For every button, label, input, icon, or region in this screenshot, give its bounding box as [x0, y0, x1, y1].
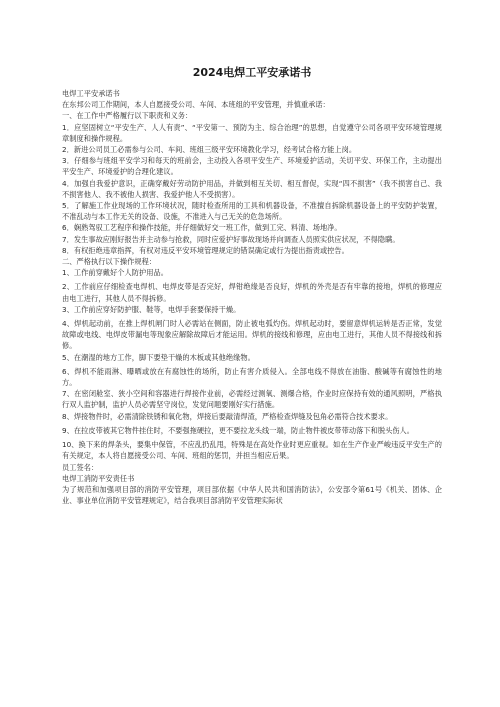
duty-item-6: 6．娴熟驾驭工艺程序和操作技能，并仔细做好交一班工作，做到工完、料清、场地净。: [62, 223, 342, 233]
procedure-item-3: 3、工作前应穿好防护服、鞋等，电焊手套要保持干燥。: [62, 304, 241, 314]
procedure-item-8: 8、焊接物件时，必需清除铁锈和氧化物，焊接后要敲清焊渣，严格检查焊缝及包角必需符合技术要求。: [62, 411, 393, 421]
section-heading-procedures: 二、严格执行以下操作规程：: [62, 257, 157, 267]
next-document-intro: 为了规范和加强项目部的消防平安管理，项目部依据《中华人民共和国消防法》，公安部令第61号《机关、团体、企业、事业单位消防平安管理规定》，结合我项目部消防平安管理实际状: [62, 484, 442, 506]
procedure-item-9: 9、在拉皮带被其它物件挂住时，不要强拖硬拉，更不要拉龙头线一端，防止物件被皮带带动落下和脱头伤人。: [62, 425, 415, 435]
duty-item-5: 5．了解施工作业现场的工作环境状况，随时检查所用的工具和机器设备，不准擅自拆除机器设备上的平安防护装置，不准乱动与本工作无关的设备、设施，不准进入与己无关的危急场所。: [62, 201, 442, 222]
procedure-item-7: 7、在密闭舱室、狭小空间和容器进行焊接作业前，必需经过测氧、测爆合格，作业时应保持有效的通风照明，严格执行双人监护制，监护人员必需坚守岗位，发觉问题要刚好实行措施。: [62, 389, 442, 410]
duty-item-3: 3．仔细参与班组平安学习和每天的班前会，主动投入各项平安生产、环境爱护活动，关切平安、环保工作，主动提出平安生产、环境爱护的合理化建议。: [62, 156, 442, 177]
paragraph-intro: 在东邦公司工作期间，本人自愿接受公司、车间、本班组的平安管理，并慎重承诺：: [62, 100, 330, 110]
duty-item-4: 4．加强自我爱护意识，正确穿戴好劳动防护用品，并做到相互关切、相互督促，实现“四不损害”（我不损害自己、我不损害他人、我不被他人损害、我爱护他人不受损害）。: [62, 178, 442, 199]
procedure-item-1: 1、工作前穿戴好个人防护用品。: [62, 268, 168, 278]
document-title: 2024电焊工平安承诺书: [192, 66, 312, 79]
duty-item-2: 2．新进公司员工必需参与公司、车间、班组三级平安环境教化学习，经考试合格方能上岗。: [62, 145, 357, 155]
procedure-item-10: 10、换下来的焊条头，要集中保管，不应乱扔乱甩，特殊是在高处作业时更应重视。如在生产作业严峻违反平安生产的有关规定，本人将自愿接受公司、车间、班组的惩罚，并担当相应后果。: [62, 440, 442, 461]
procedure-item-6: 6、焊机不能雨淋、曝晒或放在有腐蚀性的场所，防止有害介质侵入。全部电线不得放在油脂、酸碱等有腐蚀性的地方。: [62, 366, 442, 388]
procedure-item-4: 4、焊机起动前，在推上焊机闸门时人必需站在侧面，防止被电弧灼伤。焊机起动时，要留意焊机运转是否正常，发觉故障或电线、电焊皮带漏电等现象应解除故障后才能运用。焊机的接线和修理，应由电工进行，其他人员不得接线和拆修。: [62, 319, 442, 351]
paragraph-subtitle: 电焊工平安承诺书: [62, 89, 120, 98]
duty-item-8: 8．有权拒绝违章指挥，有权对违反平安环境管理规定的错误确定或行为提出指责或控告。: [62, 245, 349, 255]
section-heading-duties: 一、在工作中严格履行以下职责和义务：: [62, 111, 193, 121]
procedure-item-5: 5、在潮湿的地方工作，脚下要垫干燥的木板或其他绝缘物。: [62, 352, 255, 362]
procedure-item-2: 2、工作前应仔细检查电焊机、电焊皮带是否完好，焊钳绝缘是否良好，焊机的外壳是否有牢靠的接地，焊机的修理应由电工进行，其他人员不得拆修。: [62, 282, 442, 303]
next-document-title: 电焊工消防平安责任书: [62, 473, 135, 483]
employee-signature: 员工签名：: [62, 462, 99, 472]
duty-item-1: 1．应坚固树立“平安生产、人人有责”、“平安第一、预防为主、综合治理”的思想，自觉遵守公司各项平安环境管理规章制度和操作规程。: [62, 122, 442, 143]
duty-item-7: 7．发生事故应刚好报告并主动参与抢救，同时应爱护好事故现场并向调查人员照实供应状况，不得隐瞒。: [62, 234, 400, 244]
